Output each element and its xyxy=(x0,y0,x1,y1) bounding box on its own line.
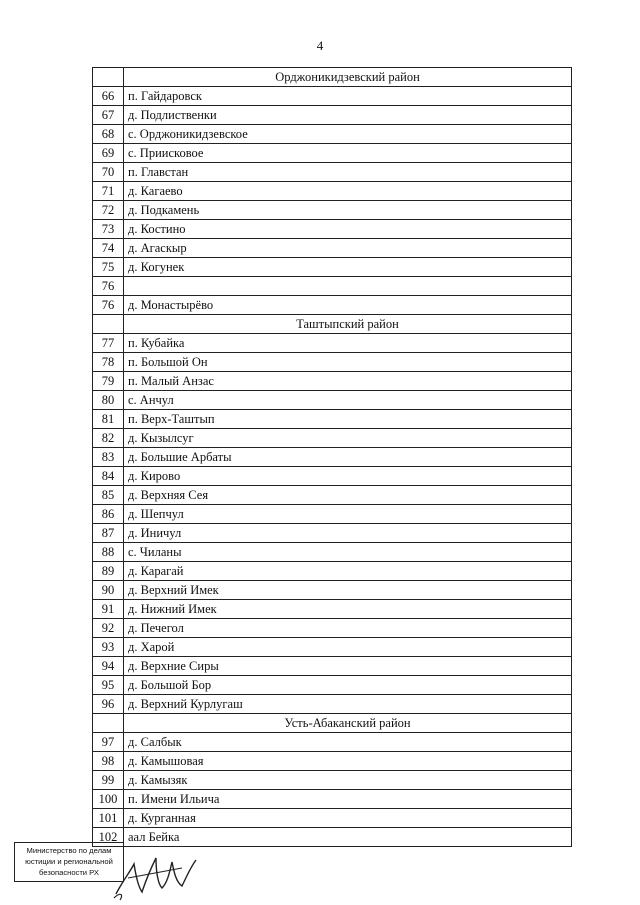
table-row xyxy=(93,467,572,486)
row-number: 69 xyxy=(93,144,124,163)
row-number: 80 xyxy=(93,391,124,410)
settlement-name: с. Приисковое xyxy=(124,144,572,163)
table-row xyxy=(93,334,572,353)
settlement-name: д. Кирово xyxy=(124,467,572,486)
row-number: 75 xyxy=(93,258,124,277)
settlement-name: с. Анчул xyxy=(124,391,572,410)
table-row xyxy=(93,562,572,581)
settlement-name: п. Главстан xyxy=(124,163,572,182)
handwritten-signature xyxy=(112,842,202,902)
settlement-name: д. Шепчул xyxy=(124,505,572,524)
settlement-name: с. Орджоникидзевское xyxy=(124,125,572,144)
table-row xyxy=(93,87,572,106)
settlement-name: д. Печегол xyxy=(124,619,572,638)
table-row xyxy=(93,809,572,828)
table-row xyxy=(93,524,572,543)
table-row xyxy=(93,182,572,201)
table-row xyxy=(93,752,572,771)
section-header-num-cell xyxy=(93,714,124,733)
row-number: 102 xyxy=(93,828,124,847)
table-row xyxy=(93,353,572,372)
ministry-stamp xyxy=(14,842,124,882)
row-number: 88 xyxy=(93,543,124,562)
row-number: 74 xyxy=(93,239,124,258)
settlement-name: д. Иничул xyxy=(124,524,572,543)
settlement-name: д. Верхний Имек xyxy=(124,581,572,600)
settlement-name: д. Верхний Курлугаш xyxy=(124,695,572,714)
table-row xyxy=(93,239,572,258)
settlement-name: д. Агаскыр xyxy=(124,239,572,258)
table-row xyxy=(93,600,572,619)
settlement-name: д. Нижний Имек xyxy=(124,600,572,619)
table-row xyxy=(93,448,572,467)
row-number: 77 xyxy=(93,334,124,353)
row-number: 97 xyxy=(93,733,124,752)
settlement-name: д. Когунек xyxy=(124,258,572,277)
row-number: 70 xyxy=(93,163,124,182)
settlement-name: д. Большой Бор xyxy=(124,676,572,695)
table-row xyxy=(93,410,572,429)
table-row xyxy=(93,391,572,410)
table-body xyxy=(93,68,572,847)
section-title: Усть-Абаканский район xyxy=(124,714,572,733)
row-number: 86 xyxy=(93,505,124,524)
table-row xyxy=(93,144,572,163)
table-row xyxy=(93,695,572,714)
settlement-name xyxy=(124,277,572,296)
stamp-line-3: безопасности РХ xyxy=(39,868,99,877)
settlement-name: д. Карагай xyxy=(124,562,572,581)
settlement-name: д. Курганная xyxy=(124,809,572,828)
row-number: 68 xyxy=(93,125,124,144)
table-row xyxy=(93,372,572,391)
settlement-name: д. Салбык xyxy=(124,733,572,752)
settlement-name: п. Малый Анзас xyxy=(124,372,572,391)
table-row xyxy=(93,296,572,315)
row-number: 66 xyxy=(93,87,124,106)
row-number: 95 xyxy=(93,676,124,695)
table-row xyxy=(93,277,572,296)
stamp-line-2: юстиции и региональной xyxy=(25,857,113,866)
row-number: 101 xyxy=(93,809,124,828)
table-row xyxy=(93,581,572,600)
settlement-name: аал Бейка xyxy=(124,828,572,847)
table-row xyxy=(93,657,572,676)
table-row xyxy=(93,505,572,524)
row-number: 71 xyxy=(93,182,124,201)
section-header-row xyxy=(93,315,572,334)
table-row xyxy=(93,163,572,182)
stamp-line-1: Министерство по делам xyxy=(26,846,112,855)
settlement-name: д. Верхние Сиры xyxy=(124,657,572,676)
page-number: 4 xyxy=(316,38,324,53)
row-number: 93 xyxy=(93,638,124,657)
row-number: 91 xyxy=(93,600,124,619)
row-number: 98 xyxy=(93,752,124,771)
settlements-table xyxy=(92,67,572,847)
table-row xyxy=(93,619,572,638)
settlement-name: п. Большой Он xyxy=(124,353,572,372)
settlement-name: п. Верх-Таштып xyxy=(124,410,572,429)
row-number: 99 xyxy=(93,771,124,790)
row-number: 76 xyxy=(93,296,124,315)
row-number: 73 xyxy=(93,220,124,239)
table-row xyxy=(93,125,572,144)
settlement-name: д. Кагаево xyxy=(124,182,572,201)
row-number: 89 xyxy=(93,562,124,581)
row-number: 82 xyxy=(93,429,124,448)
table-row xyxy=(93,543,572,562)
settlement-name: п. Имени Ильича xyxy=(124,790,572,809)
row-number: 87 xyxy=(93,524,124,543)
section-header-row xyxy=(93,68,572,87)
row-number: 84 xyxy=(93,467,124,486)
settlement-name: д. Костино xyxy=(124,220,572,239)
row-number: 94 xyxy=(93,657,124,676)
settlement-name: д. Подкамень xyxy=(124,201,572,220)
settlement-name: п. Кубайка xyxy=(124,334,572,353)
row-number: 72 xyxy=(93,201,124,220)
row-number: 78 xyxy=(93,353,124,372)
settlement-name: д. Камышовая xyxy=(124,752,572,771)
settlement-name: п. Гайдаровск xyxy=(124,87,572,106)
section-header-row xyxy=(93,714,572,733)
table-row xyxy=(93,486,572,505)
table-row xyxy=(93,733,572,752)
table-row xyxy=(93,676,572,695)
row-number: 90 xyxy=(93,581,124,600)
settlement-name: с. Чиланы xyxy=(124,543,572,562)
table-row xyxy=(93,220,572,239)
row-number: 79 xyxy=(93,372,124,391)
table-row xyxy=(93,201,572,220)
settlement-name: д. Верхняя Сея xyxy=(124,486,572,505)
table-row xyxy=(93,771,572,790)
table-row xyxy=(93,790,572,809)
table-row xyxy=(93,106,572,125)
settlement-name: д. Большие Арбаты xyxy=(124,448,572,467)
settlement-name: д. Монастырёво xyxy=(124,296,572,315)
section-header-num-cell xyxy=(93,68,124,87)
settlement-name: д. Камызяк xyxy=(124,771,572,790)
settlement-name: д. Харой xyxy=(124,638,572,657)
row-number: 96 xyxy=(93,695,124,714)
row-number: 92 xyxy=(93,619,124,638)
row-number: 83 xyxy=(93,448,124,467)
settlement-name: д. Подлиственки xyxy=(124,106,572,125)
section-header-num-cell xyxy=(93,315,124,334)
row-number: 81 xyxy=(93,410,124,429)
row-number: 67 xyxy=(93,106,124,125)
table-row xyxy=(93,258,572,277)
table-row xyxy=(93,638,572,657)
row-number: 76 xyxy=(93,277,124,296)
row-number: 85 xyxy=(93,486,124,505)
table-row xyxy=(93,429,572,448)
row-number: 100 xyxy=(93,790,124,809)
section-title: Орджоникидзевский район xyxy=(124,68,572,87)
settlement-name: д. Кызылсуг xyxy=(124,429,572,448)
section-title: Таштыпский район xyxy=(124,315,572,334)
